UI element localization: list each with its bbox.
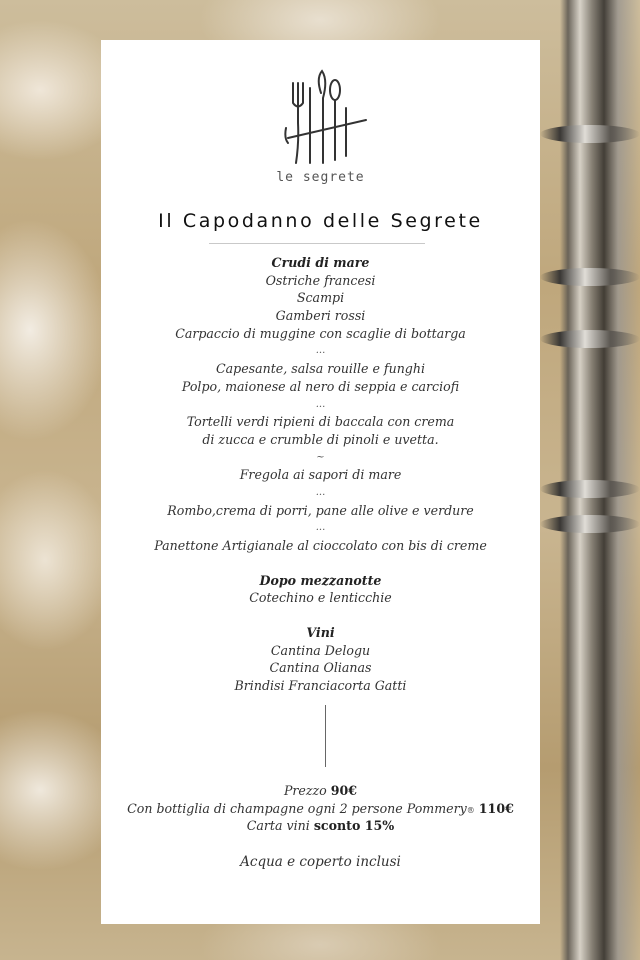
menu-list <box>101 254 540 695</box>
candlestick-ring <box>540 268 640 286</box>
candlestick-ring <box>540 515 640 533</box>
pricing-block <box>101 782 540 835</box>
menu-item: di zucca e crumble di pinoli e uvetta. <box>202 431 439 447</box>
menu-item: Polpo, maionese al nero di seppia e carciofi <box>181 378 460 394</box>
section-heading-vini: Vini <box>306 625 335 641</box>
wine-item: Cantina Olianas <box>269 660 372 676</box>
wine-list-line <box>101 817 540 835</box>
brand-name: le segrete <box>276 170 365 185</box>
title-divider <box>209 243 425 244</box>
separator: ... <box>315 398 326 410</box>
menu-card <box>101 40 540 924</box>
menu-item: Cotechino e lenticchie <box>249 590 392 606</box>
wine-item: Brindisi Franciacorta Gatti <box>234 678 407 694</box>
separator: ... <box>315 486 326 498</box>
cutlery-logo-icon <box>266 68 376 168</box>
candlestick-ring <box>540 480 640 498</box>
separator: ... <box>315 522 326 534</box>
water-cover-text: Acqua e coperto inclusi <box>240 854 401 870</box>
section-heading-dopo: Dopo mezzanotte <box>259 572 382 588</box>
candlestick-ring <box>540 125 640 143</box>
separator: ... <box>315 345 326 357</box>
menu-item: Fregola ai sapori di mare <box>239 467 402 483</box>
wine-list-label: Carta vini <box>246 818 310 834</box>
wine-list-discount: sconto 15% <box>313 818 395 834</box>
wine-item: Cantina Delogu <box>270 642 371 658</box>
menu-item: Rombo,crema di porri, pane alle olive e verdure <box>167 502 474 518</box>
menu-item: Ostriche francesi <box>265 272 376 288</box>
section-heading-crudi: Crudi di mare <box>271 255 370 270</box>
page-title: Il Capodanno delle Segrete <box>158 210 483 232</box>
price-value: 90€ <box>330 783 358 798</box>
included-note <box>101 854 540 872</box>
champagne-line <box>101 800 540 818</box>
price-label: Prezzo <box>283 783 327 798</box>
registered-mark: ® <box>466 805 475 815</box>
champagne-text: Con bottiglia di champagne ogni 2 persone Pommery <box>127 800 467 816</box>
menu-item: Carpaccio di muggine con scaglie di bottarga <box>175 325 466 341</box>
menu-item: Gamberi rossi <box>275 308 366 324</box>
candlestick-ring <box>540 330 640 348</box>
menu-item: Scampi <box>296 290 345 306</box>
vertical-divider <box>325 705 326 767</box>
price-line <box>101 782 540 800</box>
separator: ~ <box>316 451 325 463</box>
champagne-price: 110€ <box>478 800 514 816</box>
menu-item: Capesante, salsa rouille e funghi <box>215 361 426 377</box>
menu-item: Panettone Artigianale al cioccolato con bis di creme <box>154 538 487 553</box>
menu-item: Tortelli verdi ripieni di baccala con crema <box>186 414 455 430</box>
